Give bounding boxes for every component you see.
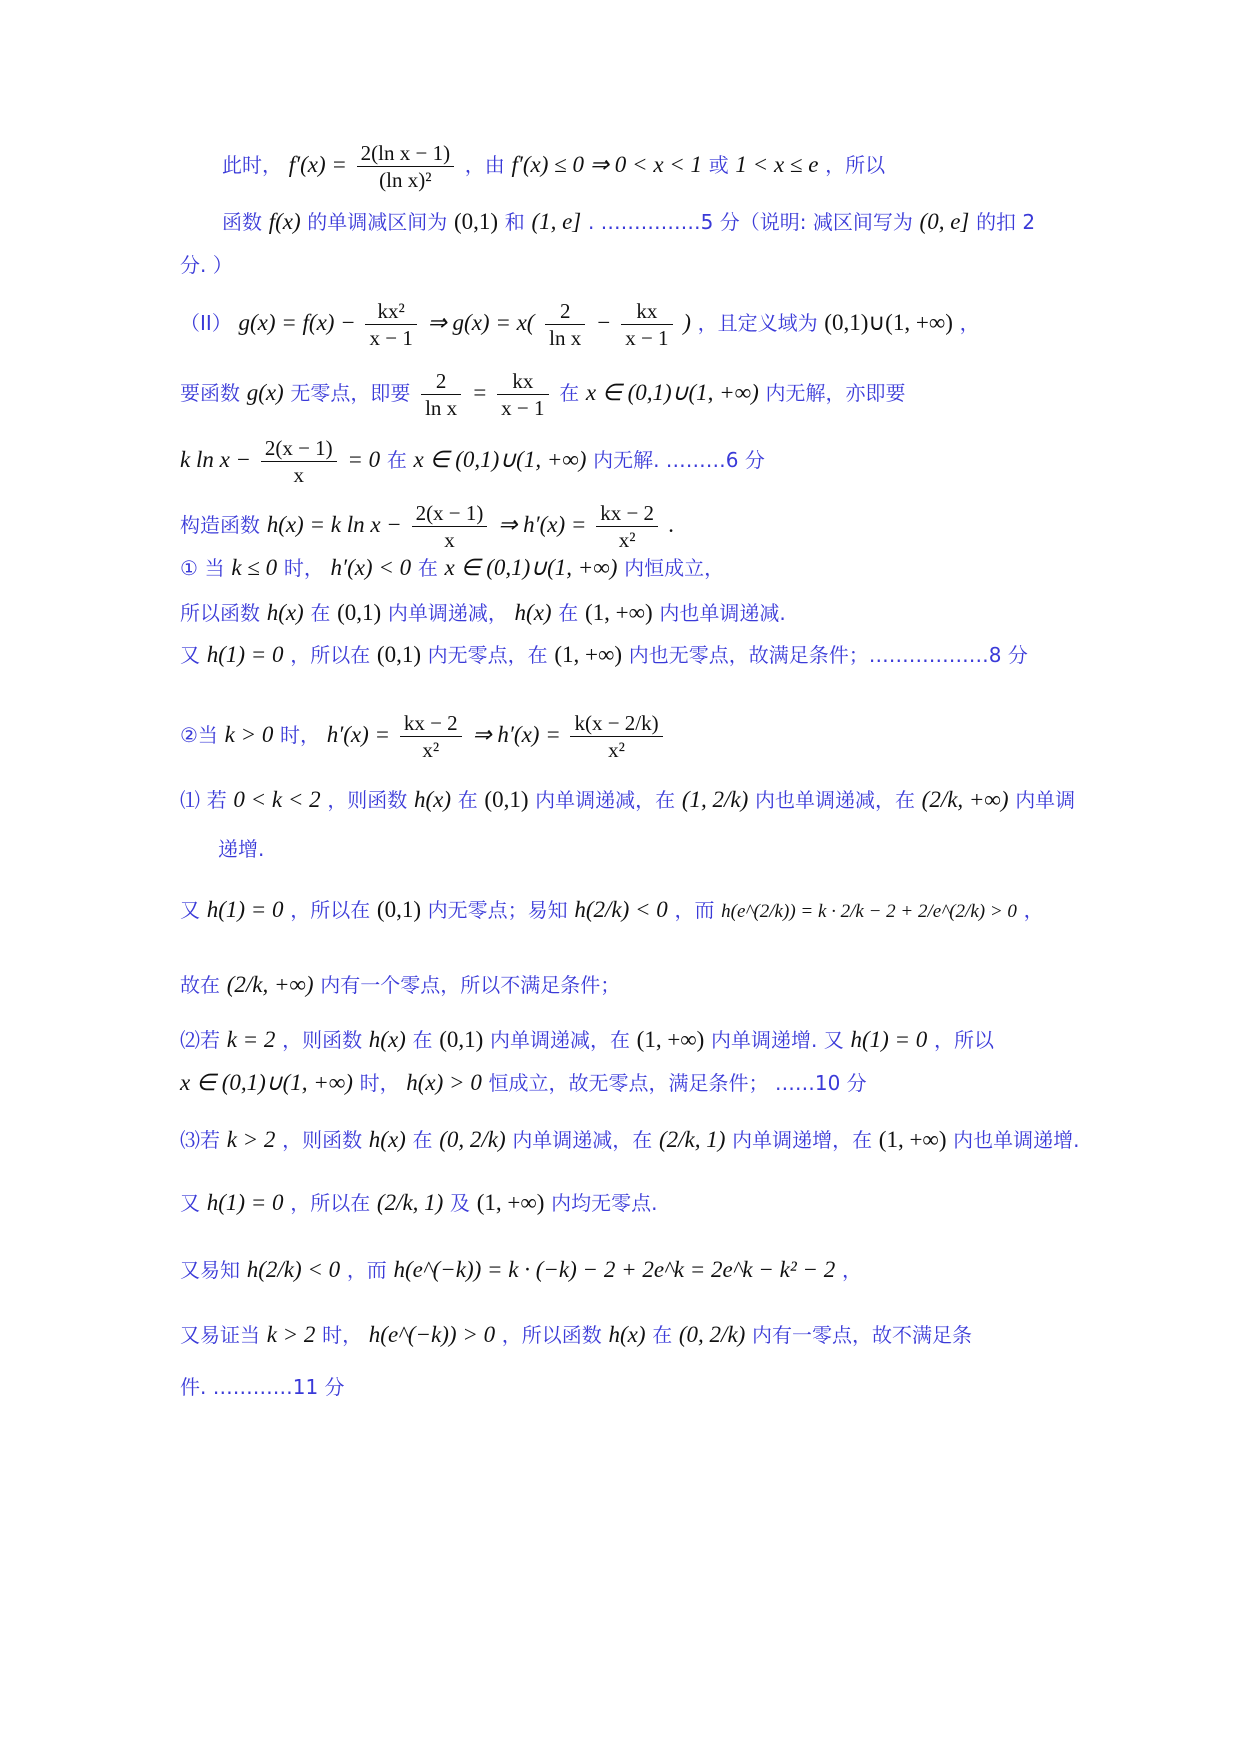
fraction: $\frac{2}{\text{ln x}}$ [421,368,461,421]
line-8: ① 当 k ≤ 0 时， h′(x) < 0 在 x ∈ (0,1)∪(1, +∞) 内恒成立， [180,555,725,580]
fraction: $\frac{k(x - 2/k)}{\text{x²}}$ [570,710,662,763]
line-19: 又 h(1) = 0 ，所以在 (2/k, 1) 及 (1, +∞) 内均无零点. [180,1190,658,1215]
line-20: 又易知 h(2/k) < 0 ，而 h(e^(−k)) = k · (−k) − 2 + 2e^k = 2e^k − k² − 2 ， [180,1257,862,1282]
line-9: 所以函数 h(x) 在 (0,1) 内单调递减， h(x) 在 (1, +∞) 内也单调递减. [180,600,786,625]
fraction: $\frac{2(x - 1)}{x}$ [412,500,488,553]
line-3: 分. ） [180,253,233,277]
line-17: x ∈ (0,1)∪(1, +∞) 时， h(x) > 0 恒成立，故无零点，满足条件； ……10 分 [180,1070,867,1095]
fraction: $\frac{2}{\text{ln x}}$ [545,298,585,351]
fraction: $\frac{\text{2(ln x − 1)}}{\text{(ln x)²}}$ [357,140,454,193]
line-22: 件. …………11 分 [180,1375,345,1399]
line-10: 又 h(1) = 0 ，所以在 (0,1) 内无零点，在 (1, +∞) 内也无零点，故满足条件；………………8 分 [180,642,1028,667]
line-11: ②当 k > 0 时， h′(x) = $\frac{kx - 2}{\text{x²}}$ ⇒ h′(x) = $\frac{k(x - 2/k)}{\text{x²}}$ [180,710,1071,763]
fraction: $\frac{kx}{x - 1}$ [621,298,672,351]
fraction: $\frac{kx - 2}{\text{x²}}$ [400,710,462,763]
fraction: $\frac{kx}{x - 1}$ [497,368,548,421]
line-16: ⑵若 k = 2 ，则函数 h(x) 在 (0,1) 内单调递减，在 (1, +∞) 内单调递增. 又 h(1) = 0 ，所以 [180,1027,994,1052]
line-14: 又 h(1) = 0 ，所以在 (0,1) 内无零点；易知 h(2/k) < 0 ，而 h(e^(2/k)) = k · 2/k − 2 + 2/e^(2/k) > 0 ， [180,897,1044,922]
line-21: 又易证当 k > 2 时， h(e^(−k)) > 0 ，所以函数 h(x) 在 (0, 2/k) 内有一零点，故不满足条 [180,1322,972,1347]
line-6: k ln x − $\frac{2(x - 1)}{x}$ = 0 在 x ∈ (0,1)∪(1, +∞) 内无解. ………6 分 [180,436,765,487]
line-5: 要函数 g(x) 无零点，即要 $\frac{2}{\text{ln x}}$ = $\frac{kx}{x - 1}$ 在 x ∈ (0,1)∪(1, +∞) 内无解，亦即要 [180,369,906,420]
line-15: 故在 (2/k, +∞) 内有一个零点，所以不满足条件； [180,972,621,997]
line-4: （II） g(x) = f(x) − $\frac{\text{kx²}}{x - 1}$ ⇒ g(x) = x( $\frac{2}{\text{ln x}}$ − $\frac{kx}{x - 1}$ ) ，且定义域为 (0,1)∪(1, +∞) ， [180,299,980,350]
line-12: ⑴ 若 0 < k < 2 ，则函数 h(x) 在 (0,1) 内单调递减，在 (1, 2/k) 内也单调递减，在 (2/k, +∞) 内单调 [180,787,1076,812]
line-13: 递增. [218,837,265,861]
line-1: 此时， f′(x) = $\frac{\text{2(ln x − 1)}}{\text{(ln x)²}}$ ，由 f′(x) ≤ 0 ⇒ 0 < x < 1 或 1 < x ≤ e ，所以 [222,141,886,192]
fraction: $\frac{2(x - 1)}{x}$ [261,435,337,488]
fraction: $\frac{\text{kx²}}{x - 1}$ [365,298,416,351]
line-18: ⑶若 k > 2 ，则函数 h(x) 在 (0, 2/k) 内单调递减，在 (2/k, 1) 内单调递增，在 (1, +∞) 内也单调递增. [180,1127,1080,1152]
line-7: 构造函数 h(x) = k ln x − $\frac{2(x - 1)}{x}$ ⇒ h′(x) = $\frac{kx - 2}{\text{x²}}$ . [180,501,675,552]
fraction: $\frac{kx - 2}{\text{x²}}$ [596,500,658,553]
line-2: 函数 f(x) 的单调减区间为 (0,1) 和 (1, e] . ……………5 分（说明: 减区间写为 (0, e] 的扣 2 [222,209,1036,234]
